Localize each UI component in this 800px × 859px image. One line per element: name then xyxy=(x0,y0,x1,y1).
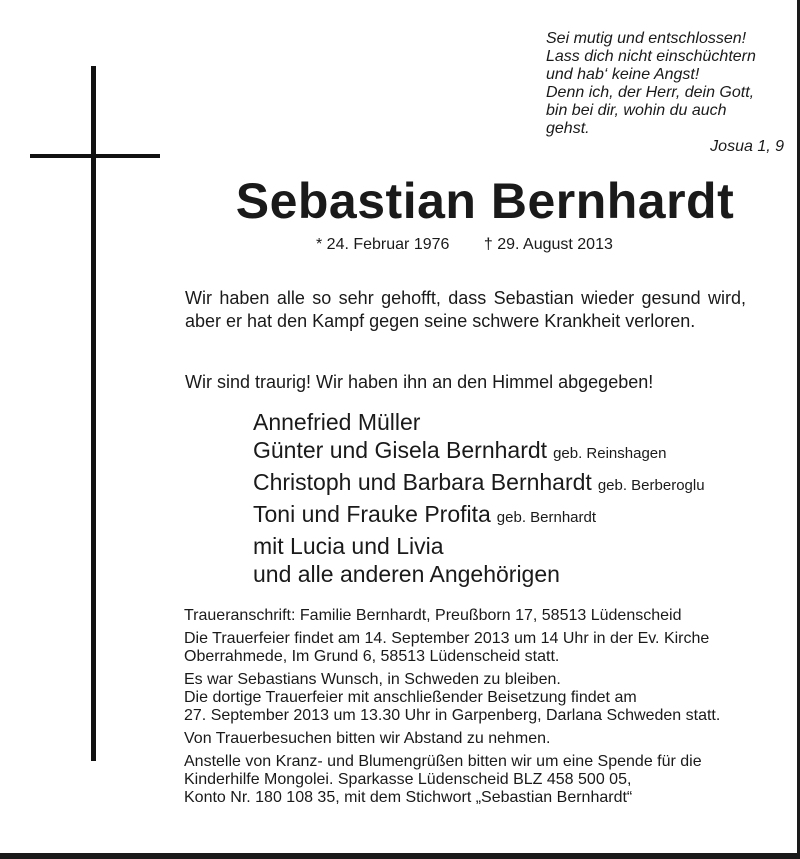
verse-line: gehst. xyxy=(546,120,590,137)
info-line: Kinderhilfe Mongolei. Sparkasse Lüdenscheid BLZ 458 500 05, xyxy=(184,771,632,788)
cross-icon-vertical-beam xyxy=(91,66,96,761)
funeral-service xyxy=(184,630,764,666)
cross-icon-horizontal-beam xyxy=(30,154,160,158)
info-line: 27. September 2013 um 13.30 Uhr in Garpenberg, Darlana Schweden statt. xyxy=(184,707,721,724)
info-line: Oberrahmede, Im Grund 6, 58513 Lüdenscheid statt. xyxy=(184,648,560,665)
condolence-address xyxy=(184,607,764,625)
mourner-entry xyxy=(253,532,705,560)
verse-line: Lass dich nicht einschüchtern xyxy=(546,48,756,65)
info-line: Es war Sebastians Wunsch, in Schweden zu bleiben. xyxy=(184,671,561,688)
mourner-name: Günter und Gisela Bernhardt xyxy=(253,437,548,463)
message-paragraph: Wir haben alle so sehr gehofft, dass Sebastian wieder gesund wird, aber er hat den Kampf gegen seine schwere Krankheit verloren. xyxy=(185,288,746,331)
verse-line: und hab‘ keine Angst! xyxy=(546,66,700,83)
mourner-name: und alle anderen Angehörigen xyxy=(253,561,560,587)
death-date: † 29. August 2013 xyxy=(483,236,613,253)
burial-sweden xyxy=(184,671,764,725)
verse-line: Denn ich, der Herr, dein Gott, xyxy=(546,84,755,101)
info-line: Die Trauerfeier findet am 14. September 2013 um 14 Uhr in der Ev. Kirche xyxy=(184,630,710,647)
mourner-entry xyxy=(253,500,705,532)
funeral-information xyxy=(184,607,764,812)
verse-line: bin bei dir, wohin du auch xyxy=(546,102,727,119)
maiden-name: geb. Bernhardt xyxy=(496,509,597,526)
birth-date: * 24. Februar 1976 xyxy=(316,236,450,253)
mourner-entry xyxy=(253,468,705,500)
deceased-name: Sebastian Bernhardt xyxy=(235,173,735,229)
mourner-entry xyxy=(253,436,705,468)
bible-verse xyxy=(546,30,786,156)
mourner-name: Annefried Müller xyxy=(253,409,421,435)
visits-note xyxy=(184,730,764,748)
verse-reference: Josua 1, 9 xyxy=(710,138,784,155)
mourner-entry xyxy=(253,408,705,436)
mourners-list xyxy=(253,408,705,588)
life-dates xyxy=(316,236,613,254)
mourner-name: mit Lucia und Livia xyxy=(253,533,444,559)
mourner-entry xyxy=(253,560,705,588)
mourner-name: Christoph und Barbara Bernhardt xyxy=(253,469,592,495)
info-line: Von Trauerbesuchen bitten wir Abstand zu nehmen. xyxy=(184,730,551,747)
message-paragraph: Wir sind traurig! Wir haben ihn an den Himmel abgegeben! xyxy=(185,372,654,392)
maiden-name: geb. Berberoglu xyxy=(597,477,705,494)
verse-line: Sei mutig und entschlossen! xyxy=(546,30,747,47)
info-line: Anstelle von Kranz- und Blumengrüßen bitten wir um eine Spende für die xyxy=(184,753,702,770)
info-line: Traueranschrift: Familie Bernhardt, Preußborn 17, 58513 Lüdenscheid xyxy=(184,607,682,624)
info-line: Die dortige Trauerfeier mit anschließender Beisetzung findet am xyxy=(184,689,637,706)
donation-request xyxy=(184,753,764,807)
mourner-name: Toni und Frauke Profita xyxy=(253,501,491,527)
maiden-name: geb. Reinshagen xyxy=(553,445,667,462)
info-line: Konto Nr. 180 108 35, mit dem Stichwort „Sebastian Bernhardt“ xyxy=(184,789,633,806)
